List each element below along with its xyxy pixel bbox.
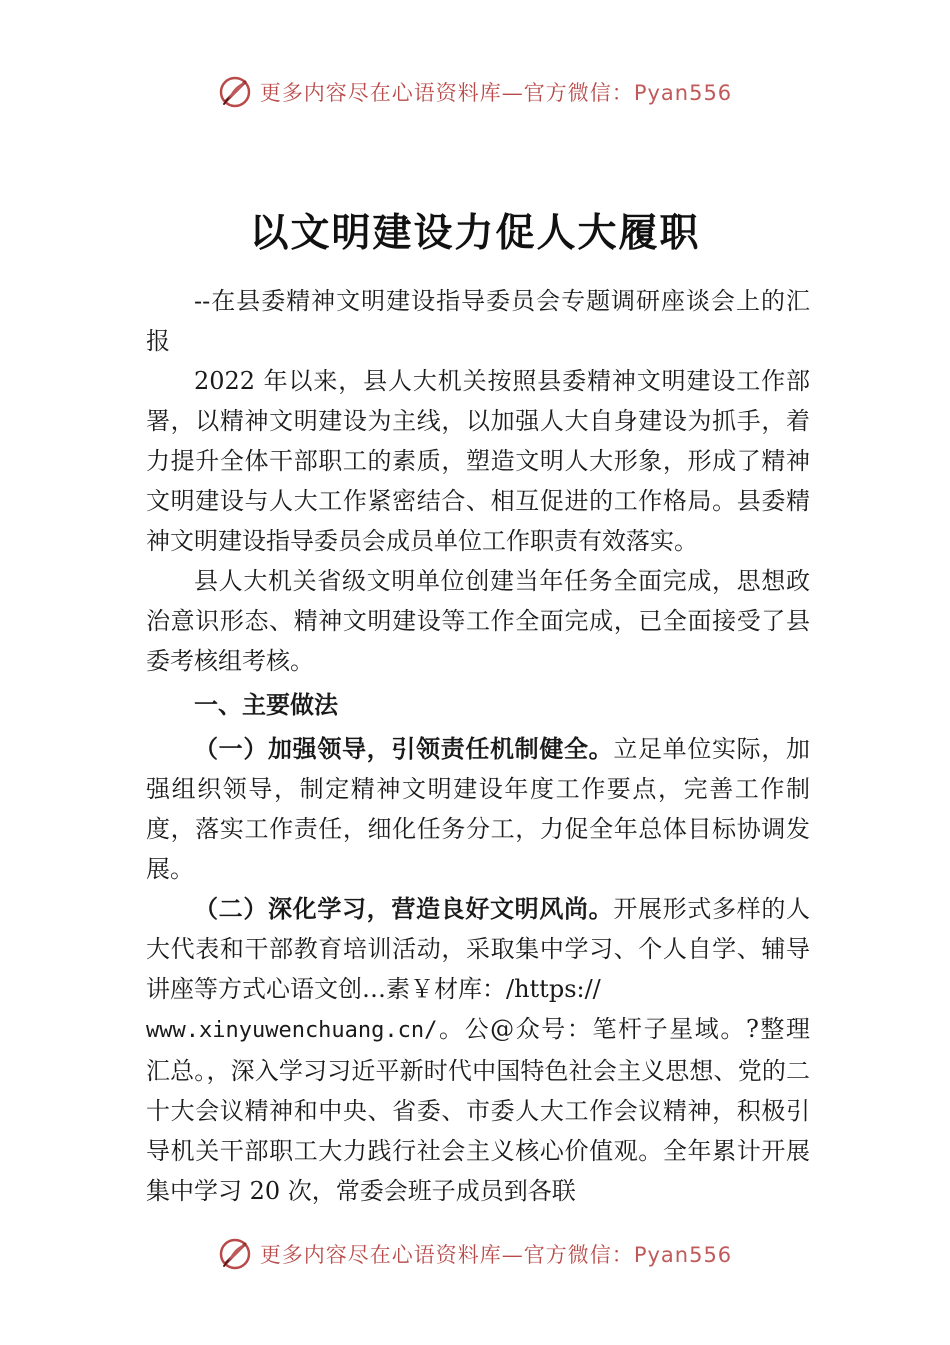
document-body [146,281,810,1211]
paragraph-assessment: 县人大机关省级文明单位创建当年任务全面完成，思想政治意识形态、精神文明建设等工作全面完成，已全面接受了县委考核组考核。 [146,567,810,675]
footer-banner [0,1234,950,1274]
banner-handle: Pyan556 [633,81,733,105]
header-banner [0,72,950,112]
quill-logo-icon [218,1237,252,1271]
item-2-body-a: 开展形式多样的人大代表和干部教育培训活动，采取集中学习、个人自学、辅导讲座等方式心语文创…素￥材库：/https:// [146,895,811,1003]
item-2-body-b: 。公@众号：笔杆子星域。?整理汇总。，深入学习习近平新时代中国特色社会主义思想、党的二十大会议精神和中央、省委、市委人大工作会议精神，积极引导机关干部职工大力践行社会主义核心价值观。全年累计开展集中学习 20 次，常委会班子成员到各联 [146,1015,810,1205]
paragraph-item-2 [146,889,810,1211]
item-2-heading: （二）深化学习，营造良好文明风尚。 [194,895,614,923]
section-heading-main-practices: 一、主要做法 [194,691,338,719]
item-2-url: www.xinyuwenchuang.cn/ [146,1018,438,1043]
banner-content [218,75,732,109]
banner-text-footer: 更多内容尽在心语资料库—官方微信：Pyan556 [259,1243,733,1267]
subtitle: --在县委精神文明建设指导委员会专题调研座谈会上的汇报 [146,287,810,355]
item-1-heading: （一）加强领导，引领责任机制健全。 [194,735,614,763]
banner-handle-footer: Pyan556 [633,1243,733,1267]
quill-logo-icon [218,75,252,109]
item-1-body: 立足单位实际，加强组织领导，制定精神文明建设年度工作要点，完善工作制度，落实工作责任，细化任务分工，力促全年总体目标协调发展。 [146,735,811,883]
banner-content-footer [218,1237,732,1271]
document-title: 以文明建设力促人大履职 [249,211,701,256]
paragraph-item-1 [146,729,810,889]
banner-text: 更多内容尽在心语资料库—官方微信：Pyan556 [259,81,733,105]
paragraph-intro: 2022 年以来，县人大机关按照县委精神文明建设工作部署，以精神文明建设为主线，以加强人大自身建设为抓手，着力提升全体干部职工的素质，塑造文明人大形象，形成了精神文明建设与人大工作紧密结合、相互促进的工作格局。县委精神文明建设指导委员会成员单位工作职责有效落实。 [146,367,810,555]
